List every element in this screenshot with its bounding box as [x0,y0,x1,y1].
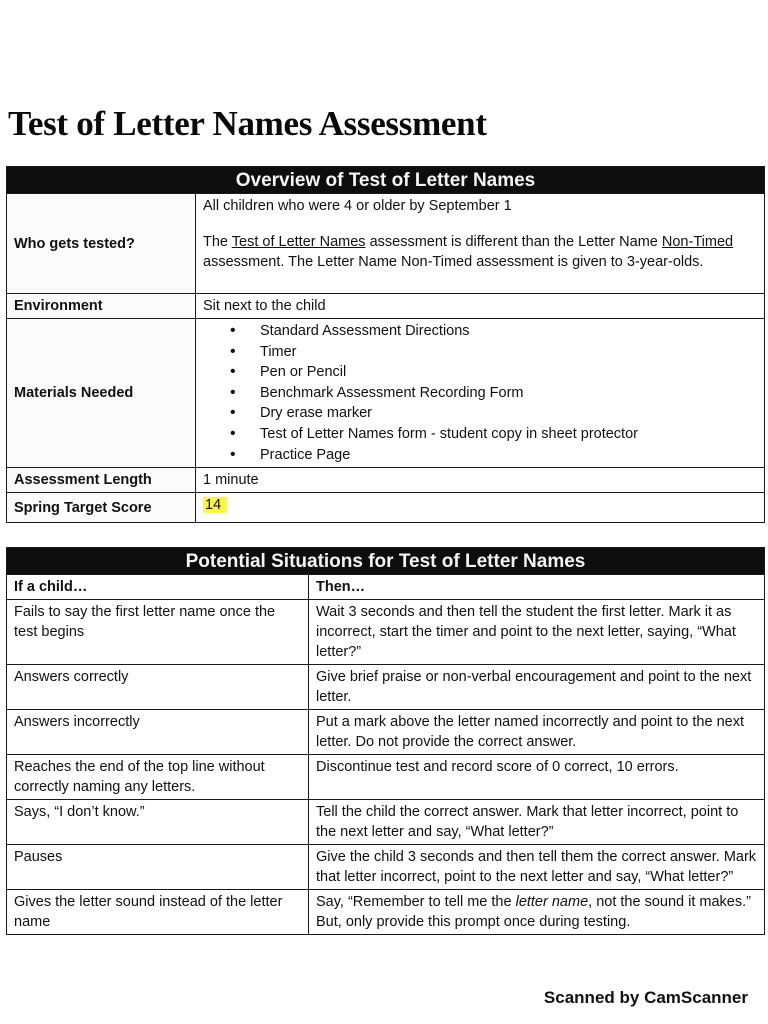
materials-label: Materials Needed [7,319,196,468]
response-cell: Give the child 3 seconds and then tell them the correct answer. Mark that letter incorrect, point to the next letter and say, “What letter?” [309,845,765,890]
situation-cell: Gives the letter sound instead of the letter name [7,890,309,935]
situations-table [6,547,765,935]
environment-label: Environment [7,294,196,319]
response-cell: Put a mark above the letter named incorrectly and point to the next letter. Do not provide the correct answer. [309,710,765,755]
table-row [7,755,765,800]
situation-cell: Reaches the end of the top line without correctly naming any letters. [7,755,309,800]
response-cell: Wait 3 seconds and then tell the student the first letter. Mark it as incorrect, start the timer and point to the next letter, saying, “What letter?” [309,600,765,665]
who-text-u1: Test of Letter Names [231,234,366,250]
table-row [7,800,765,845]
materials-item: • Dry erase marker [260,403,757,424]
response-cell: Tell the child the correct answer. Mark that letter incorrect, point to the next letter and say, “What letter?” [309,800,765,845]
target-score-highlight: 14 [203,497,227,513]
response-cell: Give brief praise or non-verbal encouragement and point to the next letter. [309,665,765,710]
materials-item: • Test of Letter Names form - student copy in sheet protector [260,424,757,445]
target-label: Spring Target Score [7,493,196,523]
who-paragraph [203,232,757,272]
response-cell [309,890,765,935]
materials-value [196,319,765,468]
who-line1: All children who were 4 or older by September 1 [203,198,512,214]
response-text-emphasis: letter name [515,894,589,910]
length-value: 1 minute [196,468,765,493]
scanner-watermark: Scanned by CamScanner [543,988,748,1007]
who-text-c: assessment. The Letter Name Non-Timed assessment is given to 3-year-olds. [203,254,704,270]
who-text-a: The [203,234,232,250]
environment-value: Sit next to the child [196,294,765,319]
table-row [7,890,765,935]
overview-heading: Overview of Test of Letter Names [7,167,765,194]
column-header-if: If a child… [7,575,309,600]
materials-item: • Benchmark Assessment Recording Form [260,383,757,404]
who-value [196,194,765,294]
situation-cell: Fails to say the first letter name once the test begins [7,600,309,665]
who-label: Who gets tested? [7,194,196,294]
page-title: Test of Letter Names Assessment [8,104,487,143]
situation-cell: Answers correctly [7,665,309,710]
table-row [7,665,765,710]
target-value [196,493,765,523]
response-text-a: Say, “Remember to tell me the [316,894,516,910]
overview-table [6,166,765,523]
response-cell: Discontinue test and record score of 0 correct, 10 errors. [309,755,765,800]
table-row [7,710,765,755]
length-label: Assessment Length [7,468,196,493]
materials-item: • Timer [260,342,757,363]
who-text-b: assessment is different than the Letter Name [365,234,662,250]
materials-list [203,321,757,465]
situations-heading: Potential Situations for Test of Letter Names [7,548,765,575]
response-text-b: , not the sound it makes.” But, only provide this prompt once during testing. [316,894,751,930]
situation-cell: Pauses [7,845,309,890]
materials-item: • Standard Assessment Directions [260,321,757,342]
situation-cell: Answers incorrectly [7,710,309,755]
table-row [7,845,765,890]
column-header-then: Then… [309,575,765,600]
materials-item: • Pen or Pencil [260,362,757,383]
table-row [7,600,765,665]
materials-item: • Practice Page [260,445,757,466]
who-text-u2: Non-Timed [661,234,734,250]
situation-cell: Says, “I don’t know.” [7,800,309,845]
